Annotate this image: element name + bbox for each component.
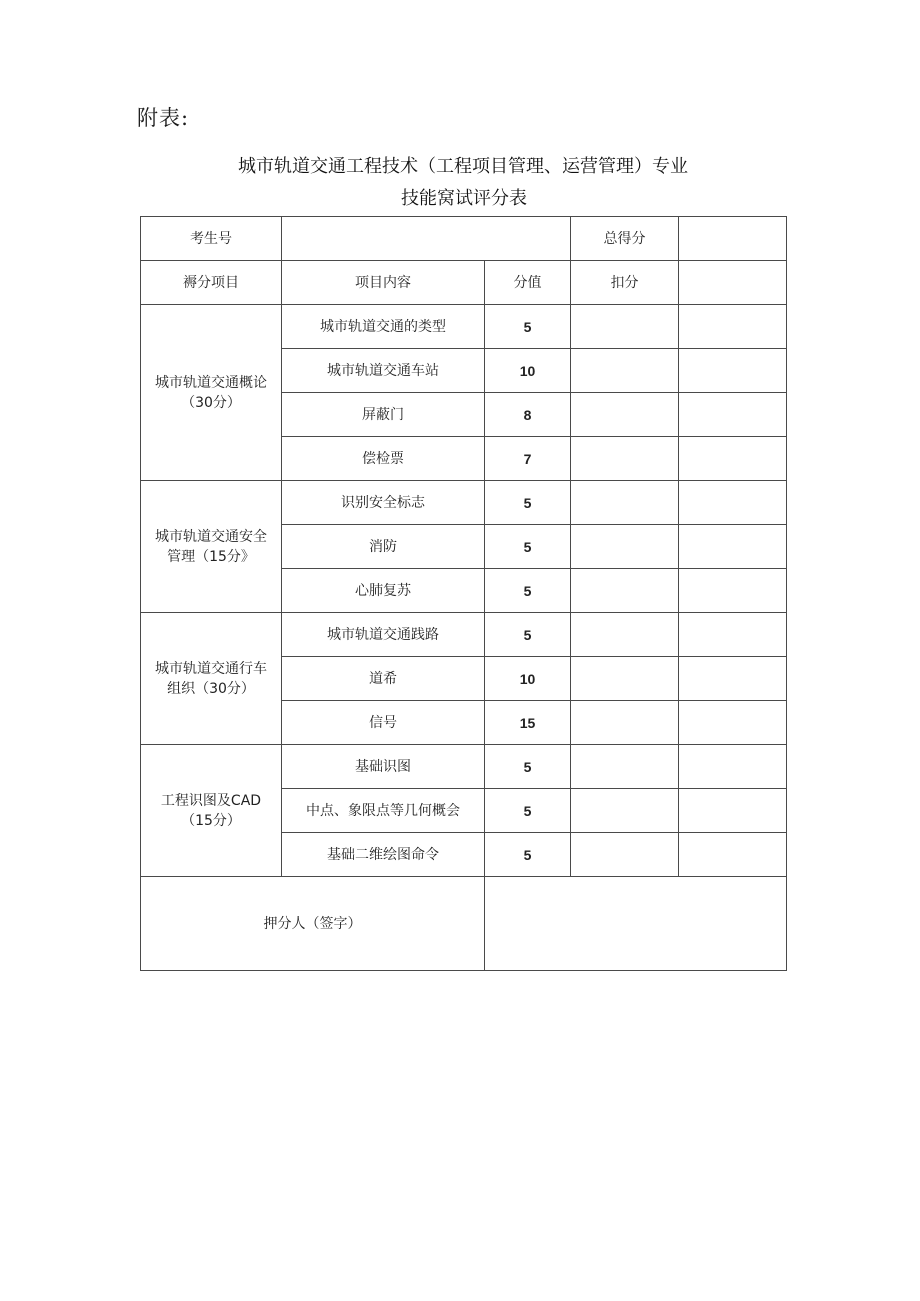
item-content: 消防 bbox=[282, 525, 485, 569]
item-content: 中点、象限点等几何概会 bbox=[282, 789, 485, 833]
extra-field[interactable] bbox=[679, 481, 787, 525]
deduction-field[interactable] bbox=[571, 569, 679, 613]
item-content: 基础识图 bbox=[282, 745, 485, 789]
col-points-header: 分值 bbox=[485, 261, 571, 305]
document-title: 城市轨道交通工程技术（工程项目管理、运营管理）专业 bbox=[238, 156, 688, 177]
deduction-field[interactable] bbox=[571, 657, 679, 701]
deduction-field[interactable] bbox=[571, 393, 679, 437]
extra-field[interactable] bbox=[679, 349, 787, 393]
col-deduction-header: 扣分 bbox=[571, 261, 679, 305]
deduction-field[interactable] bbox=[571, 437, 679, 481]
category-cell bbox=[141, 745, 282, 877]
signature-row bbox=[141, 877, 787, 971]
category-cell bbox=[141, 613, 282, 745]
total-score-field[interactable] bbox=[679, 217, 787, 261]
category-points: 管理（15分》 bbox=[167, 548, 255, 565]
deduction-field[interactable] bbox=[571, 701, 679, 745]
extra-field[interactable] bbox=[679, 437, 787, 481]
deduction-field[interactable] bbox=[571, 305, 679, 349]
col-category-header: 褥分项目 bbox=[141, 261, 282, 305]
category-points: 组织（30分） bbox=[167, 680, 255, 697]
item-content: 基础二维绘图命令 bbox=[282, 833, 485, 877]
item-points: 8 bbox=[485, 393, 571, 437]
item-points: 5 bbox=[485, 833, 571, 877]
total-score-label: 总得分 bbox=[571, 217, 679, 261]
item-points: 7 bbox=[485, 437, 571, 481]
exam-no-label: 考生号 bbox=[141, 217, 282, 261]
deduction-field[interactable] bbox=[571, 789, 679, 833]
header-row-exam bbox=[141, 217, 787, 261]
document-subtitle: 技能窝试评分表 bbox=[401, 188, 527, 209]
extra-field[interactable] bbox=[679, 789, 787, 833]
extra-field[interactable] bbox=[679, 393, 787, 437]
col-extra-header bbox=[679, 261, 787, 305]
item-content: 心肺复苏 bbox=[282, 569, 485, 613]
table-row bbox=[141, 481, 787, 525]
item-content: 偿检票 bbox=[282, 437, 485, 481]
col-content-header: 项目内容 bbox=[282, 261, 485, 305]
category-name: 城市轨道交通行车 bbox=[155, 660, 267, 677]
item-content: 城市轨道交通车站 bbox=[282, 349, 485, 393]
category-cell bbox=[141, 305, 282, 481]
item-content: 屏蔽门 bbox=[282, 393, 485, 437]
item-points: 15 bbox=[485, 701, 571, 745]
item-points: 10 bbox=[485, 349, 571, 393]
deduction-field[interactable] bbox=[571, 833, 679, 877]
score-table bbox=[140, 216, 787, 971]
category-name: 城市轨道交通安全 bbox=[155, 528, 267, 545]
appendix-label: 附表: bbox=[137, 106, 190, 130]
signature-field[interactable] bbox=[485, 877, 787, 971]
item-points: 10 bbox=[485, 657, 571, 701]
deduction-field[interactable] bbox=[571, 349, 679, 393]
category-cell bbox=[141, 481, 282, 613]
table-row bbox=[141, 745, 787, 789]
item-points: 5 bbox=[485, 481, 571, 525]
category-points: （30分） bbox=[181, 394, 241, 411]
category-points: （15分） bbox=[181, 812, 241, 829]
item-content: 信号 bbox=[282, 701, 485, 745]
extra-field[interactable] bbox=[679, 569, 787, 613]
deduction-field[interactable] bbox=[571, 613, 679, 657]
exam-no-field[interactable] bbox=[282, 217, 571, 261]
item-points: 5 bbox=[485, 569, 571, 613]
signature-label: 押分人（签字） bbox=[141, 877, 485, 971]
item-points: 5 bbox=[485, 525, 571, 569]
extra-field[interactable] bbox=[679, 657, 787, 701]
extra-field[interactable] bbox=[679, 833, 787, 877]
item-content: 道希 bbox=[282, 657, 485, 701]
deduction-field[interactable] bbox=[571, 525, 679, 569]
table-row bbox=[141, 613, 787, 657]
item-points: 5 bbox=[485, 789, 571, 833]
category-name: 城市轨道交通概论 bbox=[155, 374, 267, 391]
category-name: 工程识图及CAD bbox=[160, 792, 262, 809]
item-points: 5 bbox=[485, 745, 571, 789]
extra-field[interactable] bbox=[679, 701, 787, 745]
extra-field[interactable] bbox=[679, 525, 787, 569]
extra-field[interactable] bbox=[679, 745, 787, 789]
table-row bbox=[141, 305, 787, 349]
item-points: 5 bbox=[485, 613, 571, 657]
extra-field[interactable] bbox=[679, 613, 787, 657]
item-points: 5 bbox=[485, 305, 571, 349]
deduction-field[interactable] bbox=[571, 745, 679, 789]
deduction-field[interactable] bbox=[571, 481, 679, 525]
item-content: 城市轨道交通践路 bbox=[282, 613, 485, 657]
header-row-columns bbox=[141, 261, 787, 305]
extra-field[interactable] bbox=[679, 305, 787, 349]
item-content: 识别安全标志 bbox=[282, 481, 485, 525]
item-content: 城市轨道交通的类型 bbox=[282, 305, 485, 349]
